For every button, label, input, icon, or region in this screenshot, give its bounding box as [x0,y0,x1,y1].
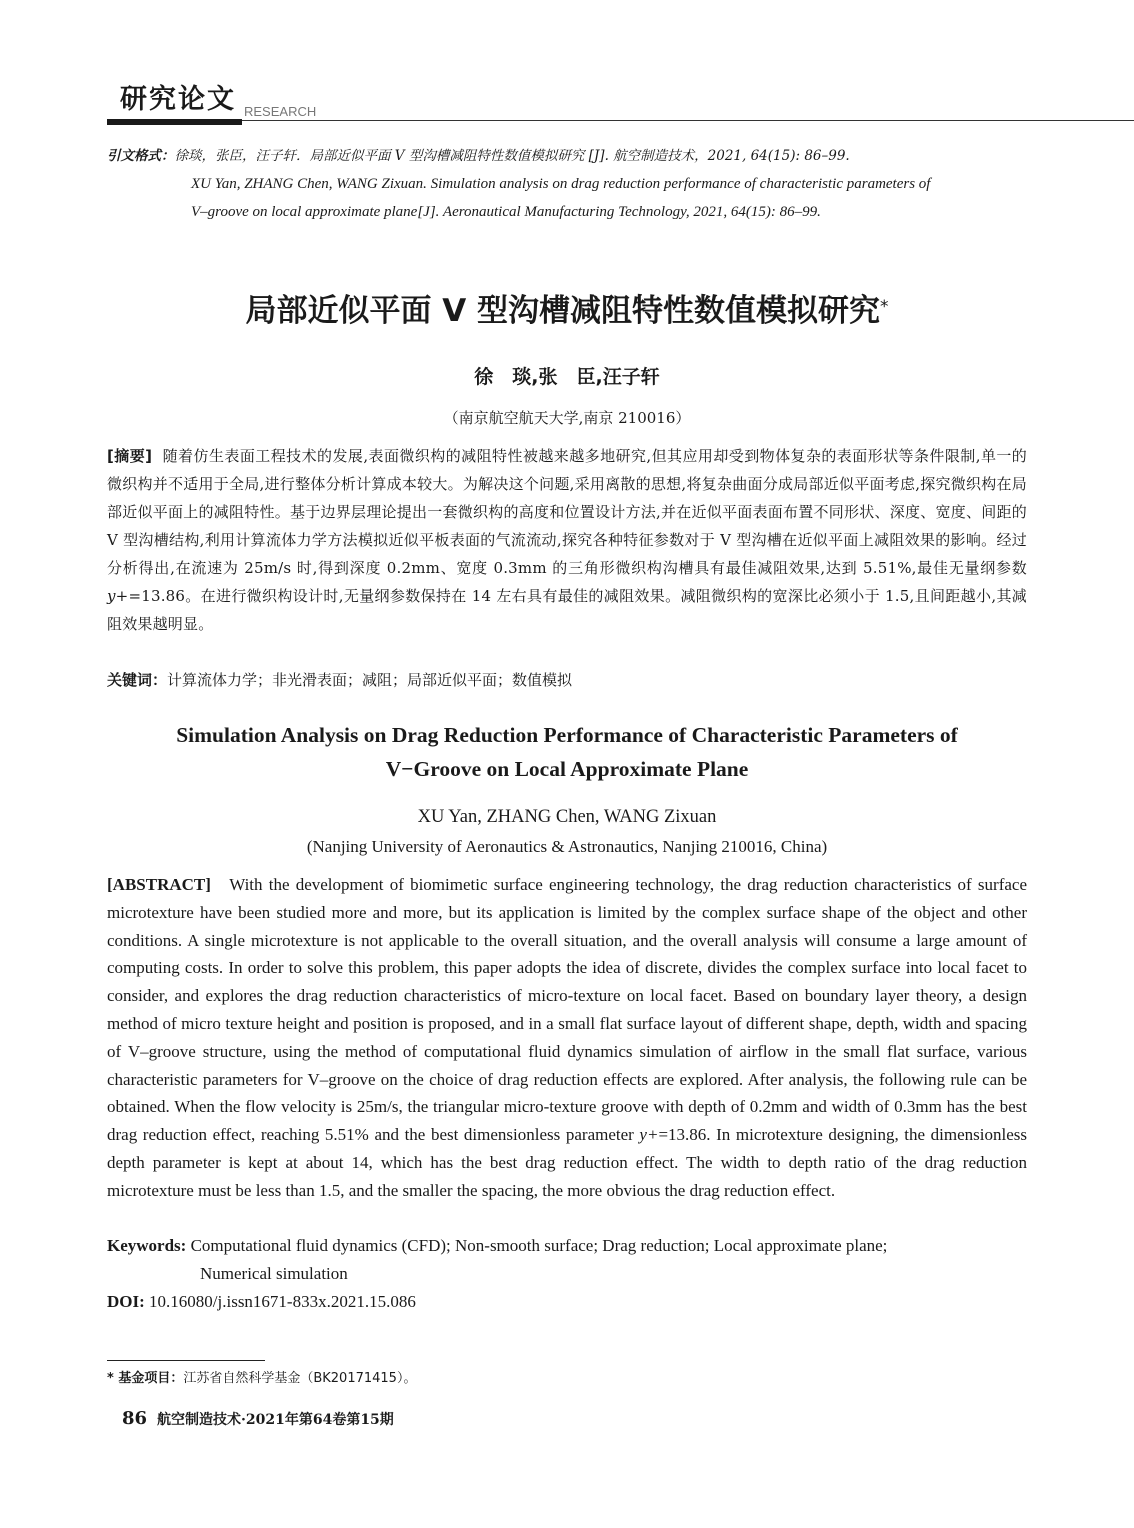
doi-label: DOI: [107,1292,145,1311]
abstract-cn-yplus: y+ [107,587,129,605]
citation-en-line1: XU Yan, ZHANG Chen, WANG Zixuan. Simulation analysis on drag reduction performance of characteristic parameters of [191,176,931,192]
keywords-en-line1: Computational fluid dynamics (CFD); Non-smooth surface; Drag reduction; Local approximate plane; [190,1236,888,1255]
header-rule [242,120,1134,121]
affiliation-cn: （南京航空航天大学,南京 210016） [443,409,691,427]
paper-title-en-line1: Simulation Analysis on Drag Reduction Performance of Characteristic Parameters of [176,723,958,747]
section-subtitle: RESEARCH [244,104,317,119]
section-title: 研究论文 [120,84,236,115]
doi [107,1288,416,1316]
abstract-en-text-b: =13.86. In microtexture designing, the dimensionless depth parameter is kept at about 14, which has the best drag reduction effect. The width to depth ratio of the drag reduction microtexture must be less than 1.5, and the smaller the spacing, the more obvious the drag reduction effect. [107,1125,1027,1200]
abstract-cn-text-b: =13.86。在进行微织构设计时,无量纲参数保持在 14 左右具有最佳的减阻效果。减阻微织构的宽深比必须小于 1.5,且间距越小,其减阻效果越明显。 [107,587,1027,633]
citation-label: 引文格式： [107,148,175,164]
abstract-cn-label: [摘要] [107,447,153,465]
abstract-en-text-a: With the development of biomimetic surface engineering technology, the drag reduction characteristics of surface microtexture have been studied more and more, but its application is limited by the complex surface shape of the object and other conditions. A single microtexture is not applicable to the overall situation, and the overall analysis will consume a large amount of computing costs. In order to solve this problem, this paper adopts the idea of discrete, divides the complex surface into local facet to consider, and explores the drag reduction characteristics of micro-texture on local facet. Based on boundary layer theory, a design method of micro texture height and position is proposed, and in a small flat surface layout of different shape, depth, width and spacing of V–groove structure, using the method of computational fluid dynamics simulation of airflow in the small flat surface, various characteristic parameters for V–groove on the choice of drag reduction effects are explored. After analysis, the following rule can be obtained. When the flow velocity is 25m/s, the triangular micro-texture groove with depth of 0.2mm and width of 0.3mm has the best drag reduction effect, reaching 5.51% and the best dimensionless parameter [107,875,1027,1145]
footnote-text: 江苏省自然科学基金（BK20171415）。 [183,1371,417,1386]
citation-en-line2: V–groove on local approximate plane[J]. Aeronautical Manufacturing Technology, 2021, 64(15): 86–99. [191,204,821,220]
keywords-cn-text: 计算流体力学；非光滑表面；减阻；局部近似平面；数值模拟 [167,671,573,689]
citation-cn-text: 徐琰，张臣，汪子轩．局部近似平面 V 型沟槽减阻特性数值模拟研究 [J]. 航空制造技术，2021, 64(15): 86–99. [174,148,850,164]
abstract-en-label: [ABSTRACT] [107,875,211,894]
keywords-en-label: Keywords: [107,1236,187,1255]
citation-cn [107,142,850,170]
keywords-en [107,1232,1027,1288]
journal-issue: 航空制造技术·2021年第64卷第15期 [157,1412,394,1428]
paper-title-cn [0,288,1134,334]
abstract-en [107,871,1027,1205]
keywords-en-line2: Numerical simulation [200,1264,348,1283]
keywords-cn-label: 关键词： [107,671,168,689]
keywords-cn [107,666,572,694]
doi-value: 10.16080/j.issn1671-833x.2021.15.086 [149,1292,416,1311]
paper-title-cn-text: 局部近似平面 V 型沟槽减阻特性数值模拟研究 [245,293,881,329]
paper-title-en-line2: V−Groove on Local Approximate Plane [385,757,749,781]
header-rule-thick [107,119,242,125]
title-footnote-mark: * [880,297,889,317]
authors-en: XU Yan, ZHANG Chen, WANG Zixuan [417,807,717,827]
footnote-rule [107,1360,265,1361]
abstract-cn [107,442,1027,638]
authors-cn: 徐 琰,张 臣,汪子轩 [474,366,660,388]
affiliation-en: (Nanjing University of Aeronautics & Astronautics, Nanjing 210016, China) [306,837,828,856]
abstract-en-yplus: y+ [639,1125,659,1145]
page-number: 86 [122,1408,148,1429]
footnote [107,1368,416,1390]
abstract-cn-text-a: 随着仿生表面工程技术的发展,表面微织构的减阻特性被越来越多地研究,但其应用却受到物体复杂的表面形状等条件限制,单一的微织构并不适用于全局,进行整体分析计算成本较大。为解决这个问题,采用离散的思想,将复杂曲面分成局部近似平面考虑,探究微织构在局部近似平面上的减阻特性。基于边界层理论提出一套微织构的高度和位置设计方法,并在近似平面表面布置不同形状、深度、宽度、间距的 V 型沟槽结构,利用计算流体力学方法模拟近似平板表面的气流流动,探究各种特征参数对于 V 型沟槽在近似平面上减阻效果的影响。经过分析得出,在流速为 25m/s 时,得到深度 0.2mm、宽度 0.3mm 的三角形微织构沟槽具有最佳减阻效果,达到 5.51%,最佳无量纲参数 [107,447,1028,577]
footnote-label: * 基金项目： [107,1371,184,1386]
